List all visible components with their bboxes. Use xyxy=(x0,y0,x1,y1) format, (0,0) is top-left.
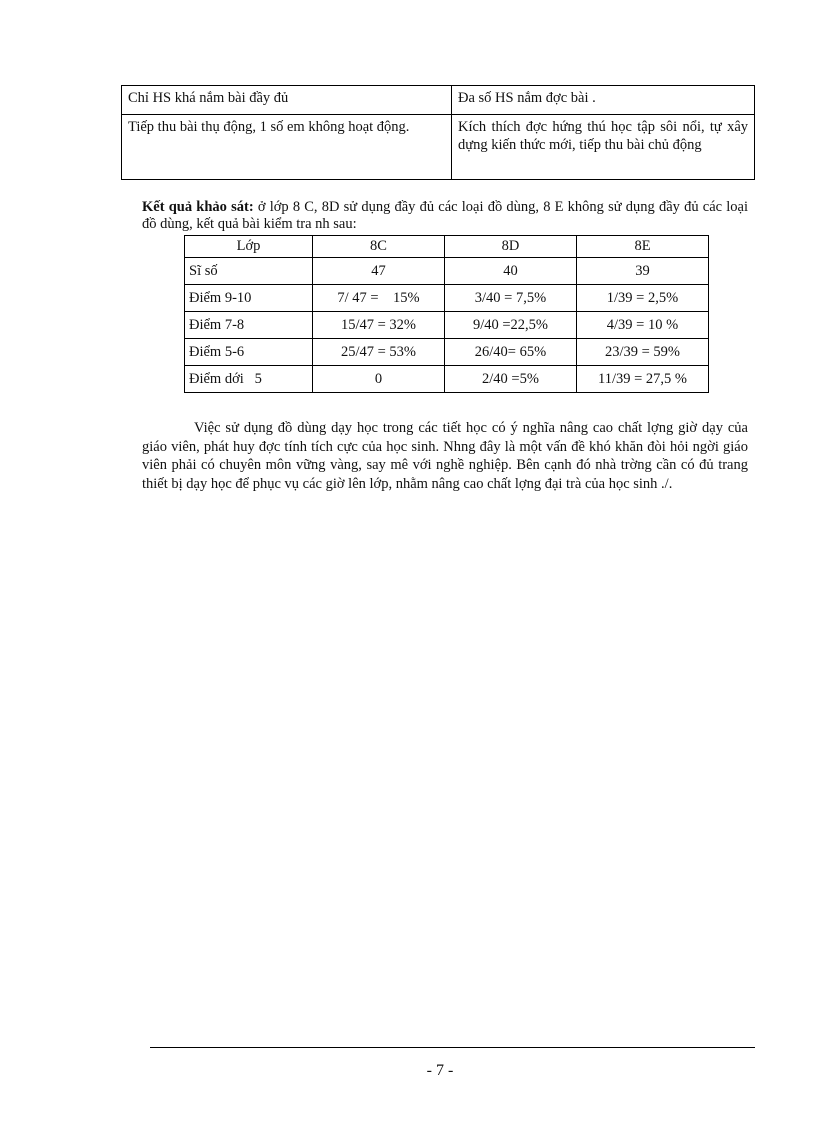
column-header: Lớp xyxy=(185,236,313,258)
table-cell: 0 xyxy=(313,366,445,393)
survey-intro-text: ở lớp 8 C, 8D sử dụng đầy đủ các loại đồ dùng, 8 E không sử dụng đầy đủ các loại đồ dùng, kết quả bài kiểm tra nh sau: xyxy=(142,199,748,232)
table-cell: 26/40= 65% xyxy=(445,339,577,366)
row-label: Điểm 9-10 xyxy=(185,285,313,312)
table-cell: 4/39 = 10 % xyxy=(577,312,709,339)
column-header: 8C xyxy=(313,236,445,258)
table-row xyxy=(185,312,709,339)
table-row xyxy=(185,366,709,393)
table-cell: 25/47 = 53% xyxy=(313,339,445,366)
table-cell: Tiếp thu bài thụ động, 1 số em không hoạt động. xyxy=(122,115,452,180)
table-cell: 40 xyxy=(445,258,577,285)
table-cell: 7/ 47 = 15% xyxy=(313,285,445,312)
row-label: Điểm 7-8 xyxy=(185,312,313,339)
table-row xyxy=(185,339,709,366)
footer-divider xyxy=(150,1047,755,1048)
survey-label: Kết quả khảo sát: xyxy=(142,199,254,215)
table-row xyxy=(122,86,755,115)
survey-intro xyxy=(142,199,748,233)
table-header-row xyxy=(185,236,709,258)
row-label: Sĩ số xyxy=(185,258,313,285)
table-row xyxy=(185,285,709,312)
table-row xyxy=(122,115,755,180)
column-header: 8E xyxy=(577,236,709,258)
table-cell: 1/39 = 2,5% xyxy=(577,285,709,312)
page-number: - 7 - xyxy=(426,1062,454,1079)
results-table xyxy=(184,235,709,393)
table-cell: 9/40 =22,5% xyxy=(445,312,577,339)
comparison-table xyxy=(121,85,755,180)
column-header: 8D xyxy=(445,236,577,258)
table-cell: 15/47 = 32% xyxy=(313,312,445,339)
body-paragraph: Việc sử dụng đồ dùng dạy học trong các tiết học có ý nghĩa nâng cao chất lợng giờ dạy của giáo viên, phát huy đợc tính tích cực của học sinh. Nhng đây là một vấn đề khó khăn đòi hỏi ngời giáo viên phải có chuyên môn vững vàng, say mê với nghề nghiệp. Bên cạnh đó nhà trờng cần có đủ trang thiết bị dạy học để phục vụ các giờ lên lớp, nhằm nâng cao chất lợng đại trà của học sinh ./. xyxy=(142,420,748,492)
table-cell: 2/40 =5% xyxy=(445,366,577,393)
table-cell: Đa số HS nắm đợc bài . xyxy=(452,86,755,115)
table-cell: 3/40 = 7,5% xyxy=(445,285,577,312)
row-label: Điểm dới 5 xyxy=(185,366,313,393)
table-cell: 47 xyxy=(313,258,445,285)
table-cell: 23/39 = 59% xyxy=(577,339,709,366)
row-label: Điểm 5-6 xyxy=(185,339,313,366)
table-row xyxy=(185,258,709,285)
table-cell: Chỉ HS khá nắm bài đầy đủ xyxy=(122,86,452,115)
table-cell: Kích thích đợc hứng thú học tập sôi nổi, tự xây dựng kiến thức mới, tiếp thu bài chủ động xyxy=(452,115,755,180)
table-cell: 11/39 = 27,5 % xyxy=(577,366,709,393)
table-cell: 39 xyxy=(577,258,709,285)
